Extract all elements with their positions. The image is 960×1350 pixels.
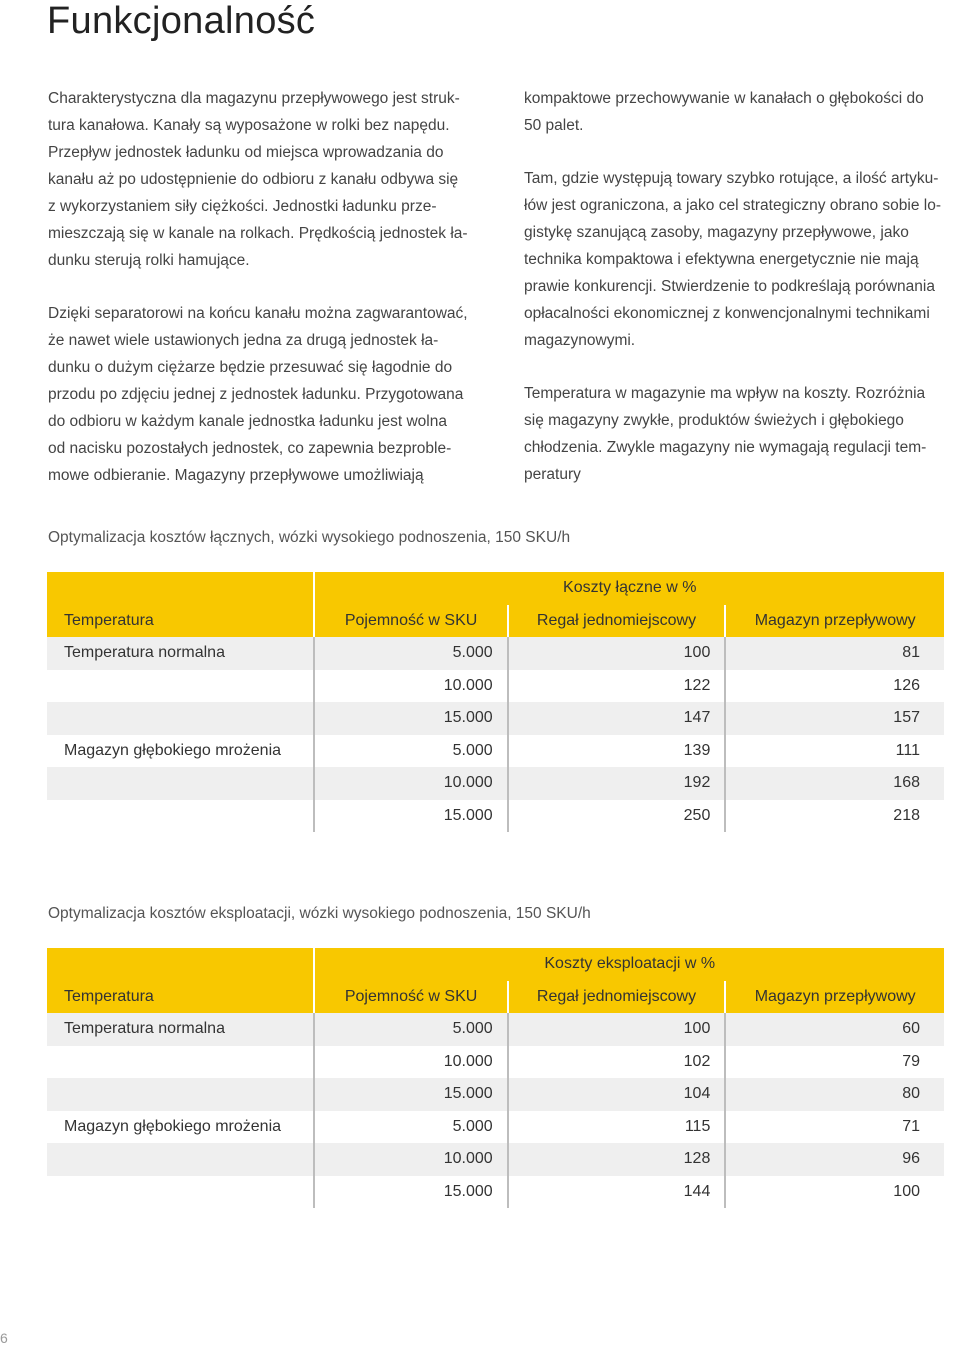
- text-line: łów jest ograniczona, a jako cel strategiczny obrano sobie lo-: [524, 197, 942, 214]
- text-line: przodu po zdjęciu jednej z jednostek ładunku. Przygotowana: [48, 386, 464, 403]
- cell-single-rack: 100: [508, 637, 726, 670]
- cell-temperature: [47, 767, 314, 800]
- column-header-single-rack: Regał jednomiejscowy: [508, 605, 726, 638]
- cell-capacity: 10.000: [314, 670, 507, 703]
- page-number: 6: [0, 1330, 8, 1346]
- text-line: 50 palet.: [524, 117, 584, 134]
- table-row: [47, 800, 944, 833]
- text-line: Tam, gdzie występują towary szybko rotujące, a ilość artyku-: [524, 170, 939, 187]
- cell-capacity: 10.000: [314, 1143, 507, 1176]
- cell-flow-storage: 79: [725, 1046, 944, 1079]
- cell-capacity: 5.000: [314, 637, 507, 670]
- column-header-flow-storage: Magazyn przepływowy: [725, 605, 944, 638]
- table-header-row: [47, 605, 944, 638]
- text-line: tura kanałowa. Kanały są wyposażone w rolki bez napędu.: [48, 117, 450, 134]
- text-line: kanału aż po udostępnienie do odbioru z kanału odbywa się: [48, 171, 459, 188]
- cell-capacity: 5.000: [314, 735, 507, 768]
- table-row: [47, 702, 944, 735]
- cell-temperature: Temperatura normalna: [47, 1013, 314, 1046]
- table-row: [47, 670, 944, 703]
- text-line: peratury: [524, 466, 581, 483]
- cell-temperature: [47, 1046, 314, 1079]
- cell-flow-storage: 218: [725, 800, 944, 833]
- text-line: prawie konkurencji. Stwierdzenie to podkreślają porównania: [524, 278, 935, 295]
- cell-single-rack: 128: [508, 1143, 726, 1176]
- table-row: [47, 767, 944, 800]
- group-header: Koszty eksploatacji w %: [314, 948, 944, 981]
- text-line: się magazyny zwykłe, produktów świeżych i głębokiego: [524, 412, 904, 429]
- paragraph: [48, 300, 493, 489]
- paragraph: [524, 165, 960, 354]
- text-line: mowe odbieranie. Magazyny przepływowe umożliwiają: [48, 467, 424, 484]
- cell-single-rack: 144: [508, 1176, 726, 1209]
- cell-single-rack: 102: [508, 1046, 726, 1079]
- text-line: Przepływ jednostek ładunku od miejsca wprowadzania do: [48, 144, 444, 161]
- text-line: dunku sterują rolki hamujące.: [48, 252, 250, 269]
- cell-single-rack: 104: [508, 1078, 726, 1111]
- column-header-capacity: Pojemność w SKU: [314, 605, 507, 638]
- cell-temperature: [47, 1078, 314, 1111]
- cell-flow-storage: 71: [725, 1111, 944, 1144]
- cell-flow-storage: 80: [725, 1078, 944, 1111]
- table-row: [47, 1046, 944, 1079]
- total-cost-table: [47, 572, 944, 832]
- cell-temperature: Temperatura normalna: [47, 637, 314, 670]
- text-line: chłodzenia. Zwykle magazyny nie wymagają regulacji tem-: [524, 439, 927, 456]
- cell-single-rack: 122: [508, 670, 726, 703]
- paragraph: [524, 85, 960, 139]
- cell-single-rack: 250: [508, 800, 726, 833]
- table-header-row: [47, 981, 944, 1014]
- table-row: [47, 1013, 944, 1046]
- right-text-column: [524, 85, 960, 488]
- cell-capacity: 15.000: [314, 702, 507, 735]
- text-line: do odbioru w każdym kanale jednostka ładunku jest wolna: [48, 413, 447, 430]
- page-title: Funkcjonalność: [47, 0, 316, 42]
- cell-flow-storage: 111: [725, 735, 944, 768]
- empty-header-cell: [47, 572, 314, 605]
- table-row: [47, 637, 944, 670]
- text-line: magazynowymi.: [524, 332, 636, 349]
- cell-temperature: [47, 800, 314, 833]
- cell-capacity: 10.000: [314, 767, 507, 800]
- table-row: [47, 1143, 944, 1176]
- text-line: dunku o dużym ciężarze będzie przesuwać się łagodnie do: [48, 359, 453, 376]
- column-header-temperature: Temperatura: [47, 605, 314, 638]
- text-line: mieszczają się w kanale na rolkach. Prędkością jednostek ła-: [48, 225, 468, 242]
- cell-single-rack: 115: [508, 1111, 726, 1144]
- text-line: Temperatura w magazynie ma wpływ na koszty. Rozróżnia: [524, 385, 926, 402]
- cell-temperature: [47, 702, 314, 735]
- cell-capacity: 5.000: [314, 1111, 507, 1144]
- table-row: [47, 1078, 944, 1111]
- column-header-flow-storage: Magazyn przepływowy: [725, 981, 944, 1014]
- text-line: że nawet wiele ustawionych jedna za drugą jednostek ła-: [48, 332, 439, 349]
- cell-flow-storage: 126: [725, 670, 944, 703]
- cell-capacity: 15.000: [314, 1176, 507, 1209]
- cell-capacity: 5.000: [314, 1013, 507, 1046]
- column-header-temperature: Temperatura: [47, 981, 314, 1014]
- cell-capacity: 15.000: [314, 1078, 507, 1111]
- text-line: technika kompaktowa i efektywna energetycznie nie mają: [524, 251, 919, 268]
- cell-flow-storage: 157: [725, 702, 944, 735]
- cell-temperature: Magazyn głębokiego mrożenia: [47, 735, 314, 768]
- cell-single-rack: 139: [508, 735, 726, 768]
- table2-heading: Optymalizacja kosztów eksploatacji, wózki wysokiego podnoszenia, 150 SKU/h: [48, 905, 591, 922]
- cell-temperature: Magazyn głębokiego mrożenia: [47, 1111, 314, 1144]
- cell-single-rack: 147: [508, 702, 726, 735]
- group-header: Koszty łączne w %: [314, 572, 944, 605]
- table-header-row: [47, 948, 944, 981]
- table1-heading: Optymalizacja kosztów łącznych, wózki wysokiego podnoszenia, 150 SKU/h: [48, 529, 571, 546]
- table-row: [47, 1111, 944, 1144]
- cell-flow-storage: 81: [725, 637, 944, 670]
- cell-capacity: 15.000: [314, 800, 507, 833]
- paragraph: [48, 85, 493, 274]
- text-line: z wykorzystaniem siły ciężkości. Jednostki ładunku prze-: [48, 198, 437, 215]
- cell-temperature: [47, 1143, 314, 1176]
- text-line: od nacisku pozostałych jednostek, co zapewnia bezproble-: [48, 440, 452, 457]
- text-line: kompaktowe przechowywanie w kanałach o głębokości do: [524, 90, 924, 107]
- cell-flow-storage: 60: [725, 1013, 944, 1046]
- column-header-single-rack: Regał jednomiejscowy: [508, 981, 726, 1014]
- table-header-row: [47, 572, 944, 605]
- cell-flow-storage: 100: [725, 1176, 944, 1209]
- cell-flow-storage: 96: [725, 1143, 944, 1176]
- cell-capacity: 10.000: [314, 1046, 507, 1079]
- text-line: opłacalności ekonomicznej z konwencjonalnymi technikami: [524, 305, 930, 322]
- cell-single-rack: 192: [508, 767, 726, 800]
- column-header-capacity: Pojemność w SKU: [314, 981, 507, 1014]
- table-row: [47, 1176, 944, 1209]
- operating-cost-table: [47, 948, 944, 1208]
- empty-header-cell: [47, 948, 314, 981]
- cell-single-rack: 100: [508, 1013, 726, 1046]
- left-text-column: [48, 85, 493, 489]
- cell-temperature: [47, 1176, 314, 1209]
- text-line: Charakterystyczna dla magazynu przepływowego jest struk-: [48, 90, 460, 107]
- text-line: gistykę szanującą zasoby, magazyny przepływowe, jako: [524, 224, 909, 241]
- cell-temperature: [47, 670, 314, 703]
- cell-flow-storage: 168: [725, 767, 944, 800]
- paragraph: [524, 380, 960, 488]
- table-row: [47, 735, 944, 768]
- text-line: Dzięki separatorowi na końcu kanału można zagwarantować,: [48, 305, 468, 322]
